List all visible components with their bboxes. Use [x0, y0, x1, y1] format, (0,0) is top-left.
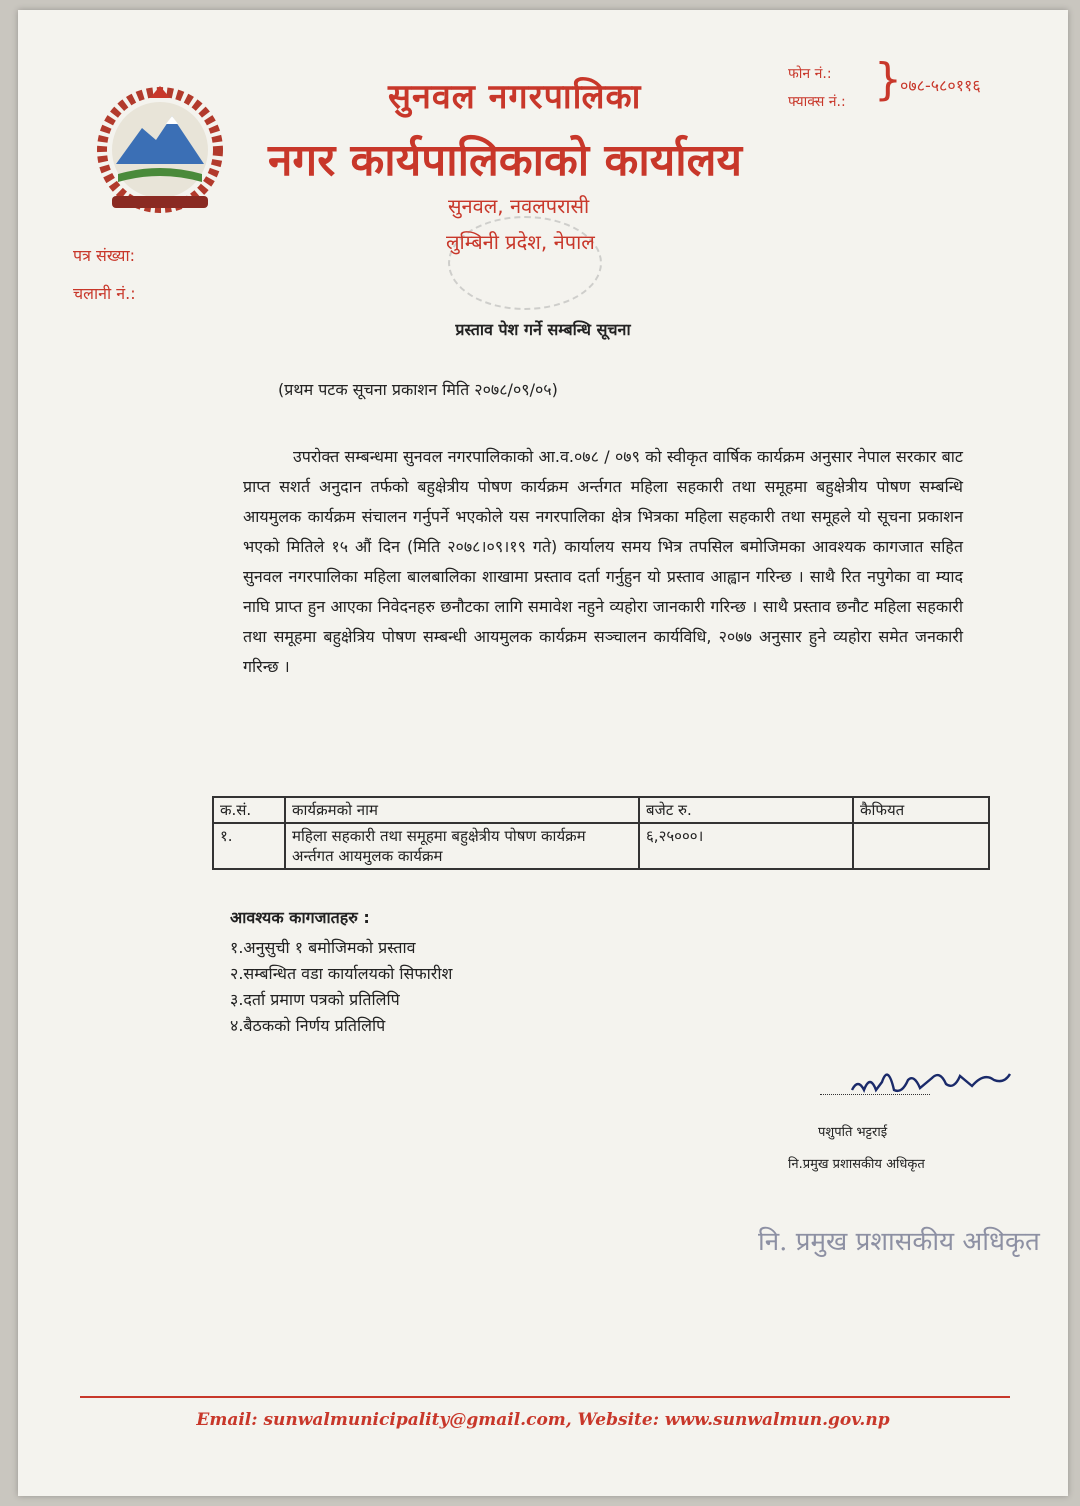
- signatory-title: नि.प्रमुख प्रशासकीय अधिकृत: [788, 1157, 925, 1172]
- letter-page: [18, 10, 1068, 1496]
- office-name: नगर कार्यपालिकाको कार्यालय: [268, 135, 742, 186]
- col-serial: क.सं.: [213, 797, 285, 823]
- col-remarks: कैफियत: [853, 797, 989, 823]
- nepal-emblem-icon: [90, 78, 230, 228]
- handwritten-signature-icon: [848, 1060, 1018, 1104]
- phone-number: ०७८-५८०११६: [900, 76, 981, 95]
- footer-divider: [80, 1396, 1010, 1398]
- letter-number-label: पत्र संख्या:: [73, 246, 135, 265]
- notice-subtitle: (प्रथम पटक सूचना प्रकाशन मिति २०७८/०९/०५): [278, 380, 558, 399]
- table-header-row: [213, 797, 989, 823]
- document-item: ३.दर्ता प्रमाण पत्रको प्रतिलिपि: [230, 990, 400, 1009]
- dispatch-number-label: चलानी नं.:: [73, 284, 136, 303]
- fax-label: फ्याक्स नं.:: [788, 94, 846, 110]
- brace-glyph: }: [874, 54, 902, 105]
- province: लुम्बिनी प्रदेश, नेपाल: [446, 230, 595, 254]
- municipality-name: सुनवल नगरपालिका: [388, 77, 642, 117]
- program-table: [212, 796, 990, 870]
- contact-labels: [788, 60, 846, 116]
- col-budget: बजेट रु.: [639, 797, 853, 823]
- table-row: [213, 823, 989, 869]
- phone-label: फोन नं.:: [788, 66, 832, 82]
- cell-budget: ६,२५०००।: [639, 823, 853, 869]
- cell-remarks: [853, 823, 989, 869]
- footer-contact: Email: sunwalmunicipality@gmail.com, Website: www.sunwalmun.gov.np: [196, 1410, 890, 1430]
- signature-line: [820, 1094, 930, 1095]
- document-item: १.अनुसुची १ बमोजिमको प्रस्ताव: [230, 938, 416, 957]
- location: सुनवल, नवलपरासी: [448, 194, 590, 218]
- document-item: ४.बैठकको निर्णय प्रतिलिपि: [230, 1016, 386, 1035]
- notice-body: उपरोक्त सम्बन्धमा सुनवल नगरपालिकाको आ.व.०७८ / ०७९ को स्वीकृत वार्षिक कार्यक्रम अनुसार नेपाल सरकार बाट प्राप्त सशर्त अनुदान तर्फको बहुक्षेत्रीय पोषण कार्यक्रम अर्न्तगत महिला सहकारी तथा समूहमा बहुक्षेत्रीय पोषण सम्बन्धि आयमुलक कार्यक्रम संचालन गर्नुपर्ने भएकोले यस नगरपालिका क्षेत्र भित्रका महिला सहकारी तथा समूहले यो सूचना प्रकाशन भएको मितिले १५ औं दिन (मिति २०७८।०९।१९ गते) कार्यालय समय भित्र तपसिल बमोजिमका आवश्यक कागजात सहित सुनवल नगरपालिका महिला बालबालिका शाखामा प्रस्ताव दर्ता गर्नुहुन यो प्रस्ताव आह्वान गरिन्छ । साथै रित नपुगेका वा म्याद नाघि प्राप्त हुन आएका निवेदनहरु छनौटका लागि समावेश नहुने व्यहोरा जानकारी गरिन्छ । साथै प्रस्ताव छनौट महिला सहकारी तथा समूहमा बहुक्षेत्रिय पोषण सम्बन्धी आयमुलक कार्यक्रम सञ्चालन कार्यविधि, २०७७ अनुसार हुने व्यहोरा समेत जनकारी गरिन्छ ।: [243, 447, 963, 676]
- document-item: २.सम्बन्धित वडा कार्यालयको सिफारीश: [230, 964, 453, 983]
- official-seal: नि. प्रमुख प्रशासकीय अधिकृत: [758, 1227, 1040, 1257]
- signatory-name: पशुपति भट्टराई: [818, 1125, 888, 1140]
- cell-program: महिला सहकारी तथा समूहमा बहुक्षेत्रीय पोषण कार्यक्रम अर्न्तगत आयमुलक कार्यक्रम: [285, 823, 639, 869]
- cell-serial: १.: [213, 823, 285, 869]
- notice-title: प्रस्ताव पेश गर्ने सम्बन्धि सूचना: [455, 320, 631, 339]
- documents-heading: आवश्यक कागजातहरु :: [230, 908, 370, 927]
- col-program: कार्यक्रमको नाम: [285, 797, 639, 823]
